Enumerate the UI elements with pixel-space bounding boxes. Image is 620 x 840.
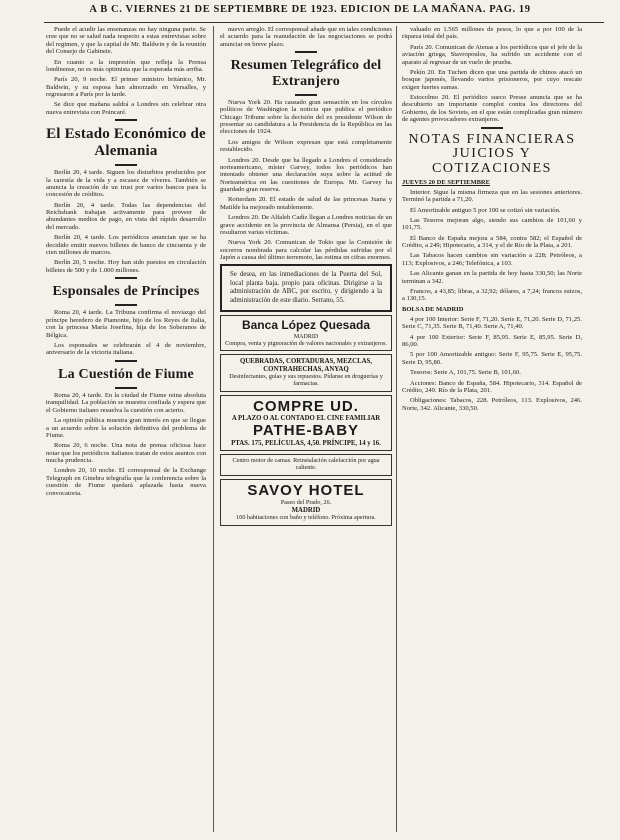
quote-paragraph: 4 por 100 Interior: Serie F, 71,20. Serie E, 71,20. Serie D, 71,25. Serie C, 71,35. Serie B, 71,40. Serie A, 71,40. [402, 315, 582, 331]
ad-city: MADRID [291, 506, 321, 514]
ad-title: SAVOY HOTEL [247, 482, 365, 500]
article-paragraph: Las Tabacos hacen cambios sin variación a 228; Petróleos, a 113; Explosivos, a 246; Telefónica, a 103. [402, 252, 582, 267]
section-rule [115, 304, 137, 306]
article-paragraph: Londres 20. Desde que ha llegado a Londres el considerado norteamericano, míster Garvey, todos los periódicos han intentado obtener una declaración suya sobre la actitud de Norteamérica en las cuestiones de Europa. Mr. Garvey ha guardado gran reserva. [220, 156, 392, 194]
quote-paragraph: Tesoros: Serie A, 101,75. Serie B, 101,60. [410, 369, 521, 377]
ad-text: Centro motor de camas. Reinstalación calefacción por agua caliente. [232, 457, 380, 472]
article-paragraph: Los esponsales se celebrarán el 4 de noviembre, aniversario de la victoria italiana. [46, 341, 206, 357]
article-paragraph: Roma 20, 4 tarde. La Tribuna confirma el noviazgo del príncipe heredero de Piamonte, hijo de los Reyes de Italia, con la princesa María Josefina, hija de los Soberanos de Bélgica. [46, 309, 206, 339]
article-paragraph: El Amortizable antiguo 5 por 100 se cotizó sin variación. [410, 206, 561, 214]
masthead: A B C. VIERNES 21 DE SEPTIEMBRE DE 1923. EDICION DE LA MAÑANA. PAG. 19 [89, 4, 531, 15]
section-rule [115, 360, 137, 362]
section-rule [115, 164, 137, 166]
bolsa-heading: BOLSA DE MADRID [402, 305, 464, 313]
quote-paragraph: Obligaciones: Tabacos, 228. Petróleos, 113. Explosivos, 246. Norte, 342. Alicante, 330,50. [402, 397, 582, 412]
central-ad [220, 454, 392, 476]
quebradas-ad [220, 354, 392, 391]
section-rule [115, 387, 137, 389]
ad-title: Banca López Quesada [241, 318, 371, 333]
article-paragraph: Roma 20, 4 tarde. En la ciudad de Fiume reina absoluta tranquilidad. La población se muestra confiada y espera que el Gobierno italiano resuelva la cuestión con acierto. [46, 392, 206, 414]
headline-esponsales: Esponsales de Príncipes [52, 284, 200, 299]
classified-notice-ad [220, 264, 392, 312]
article-paragraph: valuado en 1.565 millones de pesos, lo que a por 100 de la riqueza total del país. [402, 26, 582, 41]
ad-text: Desinfectantes, guías y sus repuestos. Pídanse en droguerías y farmacias. [229, 372, 383, 387]
ad-city: MADRID [293, 333, 319, 340]
column-divider [396, 26, 397, 832]
column-1 [46, 26, 206, 832]
ad-text: PTAS. 175, PELÍCULAS, 4,50. PRÍNCIPE, 14 y 16. [231, 439, 381, 447]
ad-text: Compra, venta y pignoración de valores nacionales y extranjeros. [225, 339, 387, 347]
headline-resumen-telegrafico: Resumen Telegráfico del Extranjero [230, 58, 382, 89]
article-paragraph: nuevo arreglo. El corresponsal añade que en tales condiciones el acuerdo para la reanudación de las negociaciones se podrá anunciar en breve plazo. [220, 26, 392, 48]
article-paragraph: Berlín 20, 4 tarde. Siguen los disturbios producidos por la carestía de la vida y a escasez de víveres. También se anuncia la creación de un trust por varios bancos para la concesión de créditos. [46, 169, 206, 199]
article-paragraph: París 20. Comunican de Atenas a los periódicos que el jefe de la aviación griega, Stavropoulos, ha sufrido un accidente con el aparato al regresar de un vuelo de prueba. [402, 43, 582, 66]
article-paragraph: La opinión pública muestra gran interés en que se llegue a un acuerdo sobre la solución definitiva del problema de Fiume. [46, 417, 206, 439]
article-paragraph: Nueva York 20. Comunican de Tokio que la Comisión de socorros nombrada para calcular las pérdidas sufridas por el Japón a causa del último terremoto, las estima en cifras enormes. [220, 239, 392, 262]
article-paragraph: Pekín 20. En Tuchen dicen que una partida de chinos atacó un bosque japonés, llevando varios prisioneros, por cuyo rescate exigen fuertes sumas. [402, 68, 582, 91]
column-divider [213, 26, 214, 832]
article-paragraph: París 20, 9 noche. El primer ministro británico, Mr. Baldwin, y su esposa han almorzado en Versalles, y regresaron a París por la tarde. [46, 76, 206, 98]
article-paragraph: Londres 20. De Alfaleh Cadíz llegan a Londres noticias de un grave accidente en la provincia de Almansa (Persia), en el que resultaron varias víctimas. [220, 214, 392, 236]
article-paragraph: Estocolmo 20. El periódico sueco Presse anuncia que se ha descubierto un importante complot contra los directores del Gobierno, de los Soviets, en el que están complicadas gran número de agentes provocadores extranjeros. [402, 94, 582, 124]
quote-paragraph: Acciones: Banco de España, 584. Hipotecario, 314. Español de Crédito, 249. Río de la Plata, 201. [402, 379, 582, 394]
quote-paragraph: 4 por 100 Exterior: Serie F, 85,95. Serie E, 85,95. Serie D, 86,00. [402, 333, 582, 349]
ad-address: Paseo del Prado, 26. [280, 499, 332, 507]
masthead-rule [44, 22, 604, 23]
article-paragraph: Berlín 20, 5 noche. Hoy han sido puestos en circulación billetes de 500 y de 1.000 millones. [46, 259, 206, 274]
headline-notas-financieras: NOTAS FINANCIERAS JUICIOS Y COTIZACIONES [408, 131, 576, 176]
ad-title: COMPRE UD. [253, 397, 359, 415]
headline-estado-economico: El Estado Económico de Alemania [46, 126, 206, 159]
ad-text: 100 habitaciones con baño y teléfono. Próxima apertura. [236, 513, 376, 521]
article-paragraph: El Banco de España mejora a 584, contra 582; el Español de Crédito, a 249; Hipotecario, a 314, y el de Río de la Plata, a 201. [402, 234, 582, 250]
ad-title: QUEBRADAS, CORTADURAS, MEZCLAS, CONTRAHECHAS, ANYAQ [239, 358, 372, 374]
article-paragraph: Las Tesoros mejoran algo, siendo sus cambios de 101,60 y 101,75. [402, 216, 582, 232]
article-paragraph: Roma 20, 6 noche. Una nota de prensa oficiosa hace notar que los periódicos italianos tratan de estos asuntos con mucha prudencia. [46, 442, 206, 465]
headline-fiume: La Cuestión de Fiume [58, 366, 194, 382]
article-paragraph: Berlín 20, 4 tarde. Los periódicos anuncian que se ha decidido emitir nuevos billetes de banco de cincuenta y de cien millones de marcos. [46, 234, 206, 256]
article-paragraph: Se dice que mañana saldrá a Londres sin celebrar otra nueva entrevista con Poincaré. [46, 101, 206, 116]
section-rule [295, 94, 317, 96]
article-paragraph: Berlín 20, 4 tarde. Todas las dependencias del Reichsbank trabajan activamente para proveer de abundantes medios de pago, en vista del rápido desarrollo del mercado. [46, 201, 206, 231]
ad-text: A PLAZO O AL CONTADO EL CINE FAMILIAR [231, 415, 381, 423]
savoy-hotel-ad [220, 479, 392, 525]
article-paragraph: Los amigos de Wilson expresan que está completamente restablecido. [220, 138, 392, 154]
article-paragraph: Rotterdam 20. El estado de salud de las princesas Juana y Matilde ha mejorado notablemente. [220, 196, 392, 211]
article-paragraph: Francos, a 43,85; libras, a 32,92; dólares, a 7,24; francos suizos, a 130,15. [402, 287, 582, 303]
article-paragraph: Puede el acudir las ensenanzas no hay ninguna parte. Se cree que no se salud nada respecto a estas entrevistas sobre del regimen, y que la capital de Mr. Baldwin y de la reunión del Consejo de Gabinete. [46, 26, 206, 56]
article-paragraph: En cuanto a la impresión que refleja la Prensa londinense, no es más optimista que la esperada más arriba. [46, 58, 206, 73]
ad-text: Se desea, en las inmediaciones de la Puerta del Sol, local planta baja, propio para oficinas. Dirigirse a la administración de ABC, por escrito, y dirigiendo a la administración de este diario. Serrano, 55. [230, 271, 382, 304]
article-paragraph: Interior. Sigue la misma firmeza que en las sesiones anteriores. Terminó la partida a 71,20. [402, 188, 582, 204]
article-paragraph: Nueva York 20. Ha causado gran sensación en los círculos políticos de Washington la noticia que publica el periódico Chicago Tribune sobre la decisión del ex presidente Wilson de presentar su candidatura a la Presidencia de la República en las elecciones de 1924. [220, 98, 392, 136]
section-rule [295, 51, 317, 53]
section-rule [115, 119, 137, 121]
column-3 [402, 26, 582, 832]
pathe-baby-ad [220, 395, 392, 452]
section-date: JUEVES 20 DE SEPTIEMBRE [402, 178, 490, 186]
section-rule [115, 277, 137, 279]
ad-brand: PATHE-BABY [252, 421, 360, 439]
article-paragraph: Londres 20, 10 noche. El corresponsal de la Exchange Telegraph en Ginebra telegrafía que la conferencia sobre la cuestión de Fiume quedará aplazada hasta nueva convocatoria. [46, 467, 206, 497]
banca-lopez-ad [220, 315, 392, 351]
quote-paragraph: 5 por 100 Amortizable antiguo: Serie F, 95,75. Serie E, 95,75. Serie D, 95,80. [402, 351, 582, 366]
column-2 [220, 26, 392, 832]
section-rule [481, 127, 503, 129]
article-paragraph: Las Alicante ganan en la partida de hoy hasta 330,50; las Norte terminan a 342. [402, 270, 582, 285]
